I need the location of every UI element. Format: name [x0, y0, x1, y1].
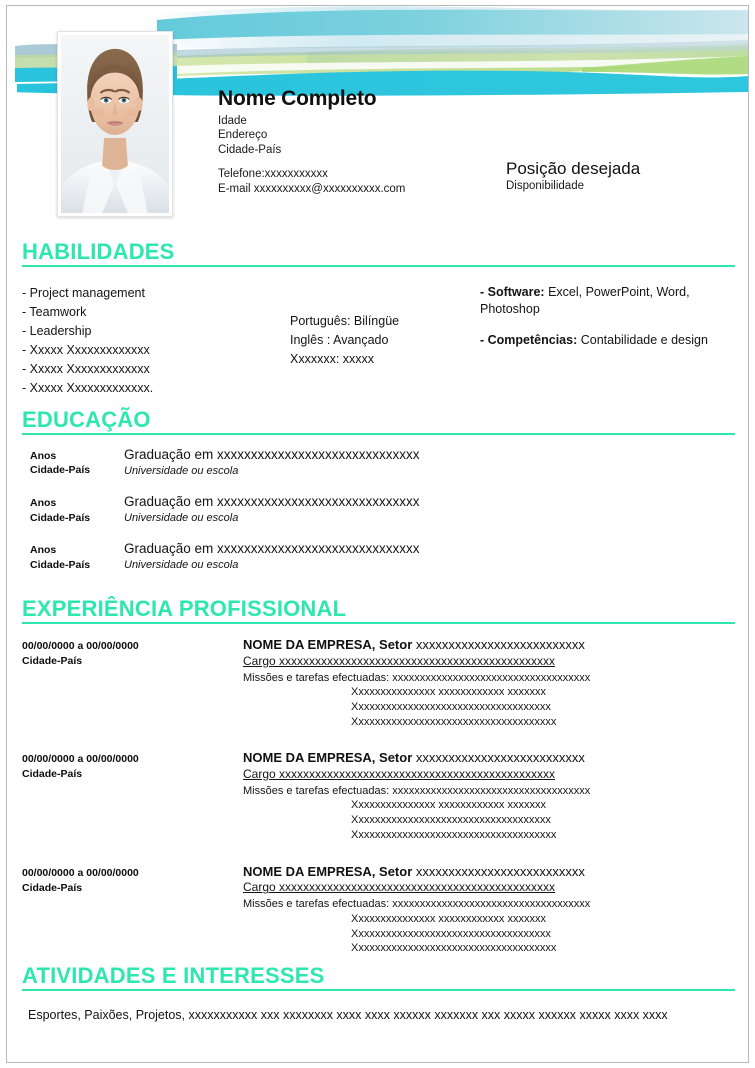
identity-block: [218, 88, 498, 198]
list-item: [22, 750, 737, 842]
section-heading-activities: [22, 964, 735, 991]
list-item: - Xxxxx Xxxxxxxxxxxxx: [22, 362, 150, 376]
experience-place: Cidade-País: [22, 768, 83, 781]
education-years: Anos: [30, 450, 57, 462]
education-period: [30, 541, 124, 572]
section-rule-skills: [22, 265, 735, 267]
portrait-photo: [61, 35, 169, 213]
list-item: - Xxxxx Xxxxxxxxxxxxx: [22, 343, 150, 357]
experience-task: Xxxxxxxxxxxxxxxxxxxxxxxxxxxxxxxxxxxxx: [351, 829, 557, 841]
experience-list: [22, 637, 737, 977]
contact-block: [218, 167, 498, 198]
section-title-activities: ATIVIDADES E INTERESSES: [22, 963, 325, 988]
experience-company: [243, 864, 737, 880]
education-list: [30, 447, 735, 589]
experience-role: Cargo xxxxxxxxxxxxxxxxxxxxxxxxxxxxxxxxxxxxxxxxxxxxxx: [243, 653, 556, 668]
experience-company-label: NOME DA EMPRESA, Setor: [243, 863, 413, 879]
education-detail: [124, 447, 735, 478]
availability-label: Disponibilidade: [506, 179, 584, 192]
list-item: [30, 541, 735, 572]
experience-period: [22, 637, 243, 668]
experience-task: Xxxxxxxxxxxxxxxxxxxxxxxxxxxxxxxxxxxxx: [351, 715, 557, 728]
education-years: Anos: [30, 497, 57, 510]
experience-dates: 00/00/0000 a 00/00/0000: [22, 753, 139, 766]
experience-task: Xxxxxxxxxxxxxxxxxxxxxxxxxxxxxxxxxxxx: [351, 814, 551, 827]
experience-company: [243, 637, 737, 653]
competency-value: Excel, PowerPoint, Word, Photoshop: [480, 285, 690, 316]
skills-bullets-column: [22, 284, 290, 398]
activities-content: [28, 1006, 728, 1025]
section-rule-activities: [22, 989, 735, 991]
list-item: [480, 332, 737, 349]
experience-tasks-heading: Missões e tarefas efectuadas: xxxxxxxxxxxxxxxxxxxxxxxxxxxxxxxxxxxx: [243, 898, 591, 911]
experience-place: Cidade-País: [22, 654, 83, 667]
education-period: [30, 494, 124, 525]
experience-dates: 00/00/0000 a 00/00/0000: [22, 640, 139, 652]
list-item: [480, 284, 737, 318]
list-item: [30, 447, 735, 478]
section-heading-experience: [22, 597, 735, 624]
section-title-education: EDUCAÇÃO: [22, 407, 151, 432]
education-degree: Graduação em xxxxxxxxxxxxxxxxxxxxxxxxxxxxxx: [124, 494, 420, 510]
competencies-column: [480, 284, 737, 349]
experience-tasks-heading: Missões e tarefas efectuadas: xxxxxxxxxxxxxxxxxxxxxxxxxxxxxxxxxxxx: [243, 785, 591, 798]
list-item: [22, 637, 737, 729]
contact-phone: Telefone:xxxxxxxxxxx: [218, 167, 328, 180]
avatar: [57, 31, 173, 217]
competency-value: Contabilidade e design: [577, 332, 708, 347]
page-title: Nome Completo: [218, 87, 377, 110]
education-school: Universidade ou escola: [124, 464, 239, 477]
education-school: Universidade ou escola: [124, 512, 239, 525]
experience-period: [22, 750, 243, 781]
list-item: Português: Bilíngüe: [290, 314, 400, 328]
education-place: Cidade-País: [30, 511, 91, 524]
list-item: Xxxxxxx: xxxxx: [290, 352, 375, 366]
education-place: Cidade-País: [30, 464, 91, 477]
experience-company-filler: xxxxxxxxxxxxxxxxxxxxxxxxxx: [412, 637, 585, 652]
list-item: [22, 864, 737, 956]
desired-position-block: [506, 160, 640, 192]
experience-dates: 00/00/0000 a 00/00/0000: [22, 866, 139, 879]
experience-role: Cargo xxxxxxxxxxxxxxxxxxxxxxxxxxxxxxxxxxxxxxxxxxxxxx: [243, 880, 556, 895]
education-years: Anos: [30, 544, 57, 557]
list-item: Inglês : Avançado: [290, 333, 389, 347]
experience-task: Xxxxxxxxxxxxxxx xxxxxxxxxxxx xxxxxxx: [351, 685, 546, 698]
desired-position-title: Posição desejada: [506, 159, 641, 178]
contact-email: E-mail xxxxxxxxxx@xxxxxxxxxx.com: [218, 183, 406, 196]
experience-task: Xxxxxxxxxxxxxxxxxxxxxxxxxxxxxxxxxxxxx: [351, 942, 557, 955]
competency-label: - Competências:: [480, 332, 578, 347]
section-heading-skills: [22, 240, 735, 267]
section-rule-education: [22, 433, 735, 435]
identity-line-address: Endereço: [218, 129, 268, 142]
experience-task: Xxxxxxxxxxxxxxx xxxxxxxxxxxx xxxxxxx: [351, 912, 546, 925]
experience-task: Xxxxxxxxxxxxxxxxxxxxxxxxxxxxxxxxxxxx: [351, 700, 551, 713]
experience-company-label: NOME DA EMPRESA, Setor: [243, 637, 413, 652]
competency-label: - Software:: [480, 285, 545, 299]
section-heading-education: [22, 408, 735, 435]
section-rule-experience: [22, 622, 735, 624]
experience-tasks-heading: Missões e tarefas efectuadas: xxxxxxxxxxxxxxxxxxxxxxxxxxxxxxxxxxxx: [243, 671, 591, 684]
identity-line-city-country: Cidade-País: [218, 144, 282, 157]
list-item: - Leadership: [22, 324, 92, 338]
list-item: [30, 494, 735, 525]
activities-text: Esportes, Paixões, Projetos, xxxxxxxxxxx xxx xxxxxxxx xxxx xxxx xxxxxx xxxxxxx xxx xxxxx xxxxxx xxxxx xxxx xxxx: [28, 1008, 668, 1022]
education-detail: [124, 494, 735, 525]
experience-company-filler: xxxxxxxxxxxxxxxxxxxxxxxxxx: [412, 863, 585, 879]
experience-detail: [243, 750, 737, 842]
education-period: [30, 447, 124, 478]
list-item: - Project management: [22, 286, 145, 300]
section-title-skills: HABILIDADES: [22, 239, 175, 264]
experience-company-label: NOME DA EMPRESA, Setor: [243, 750, 413, 766]
languages-column: [290, 284, 480, 369]
experience-detail: [243, 637, 737, 729]
skills-content: [22, 284, 737, 398]
experience-company-filler: xxxxxxxxxxxxxxxxxxxxxxxxxx: [412, 750, 585, 766]
list-item: - Teamwork: [22, 305, 87, 319]
identity-line-age: Idade: [218, 114, 247, 127]
list-item: - Xxxxx Xxxxxxxxxxxxx.: [22, 381, 154, 395]
section-title-experience: EXPERIÊNCIA PROFISSIONAL: [22, 596, 347, 621]
education-place: Cidade-País: [30, 558, 91, 571]
experience-role: Cargo xxxxxxxxxxxxxxxxxxxxxxxxxxxxxxxxxxxxxxxxxxxxxx: [243, 767, 556, 782]
education-school: Universidade ou escola: [124, 559, 239, 572]
education-detail: [124, 541, 735, 572]
experience-company: [243, 750, 737, 766]
education-degree: Graduação em xxxxxxxxxxxxxxxxxxxxxxxxxxxxxx: [124, 541, 420, 557]
experience-period: [22, 864, 243, 895]
experience-detail: [243, 864, 737, 956]
experience-task: Xxxxxxxxxxxxxxxxxxxxxxxxxxxxxxxxxxxx: [351, 927, 551, 940]
education-degree: Graduação em xxxxxxxxxxxxxxxxxxxxxxxxxxxxxx: [124, 447, 420, 462]
experience-task: Xxxxxxxxxxxxxxx xxxxxxxxxxxx xxxxxxx: [351, 799, 546, 812]
experience-place: Cidade-País: [22, 881, 83, 894]
